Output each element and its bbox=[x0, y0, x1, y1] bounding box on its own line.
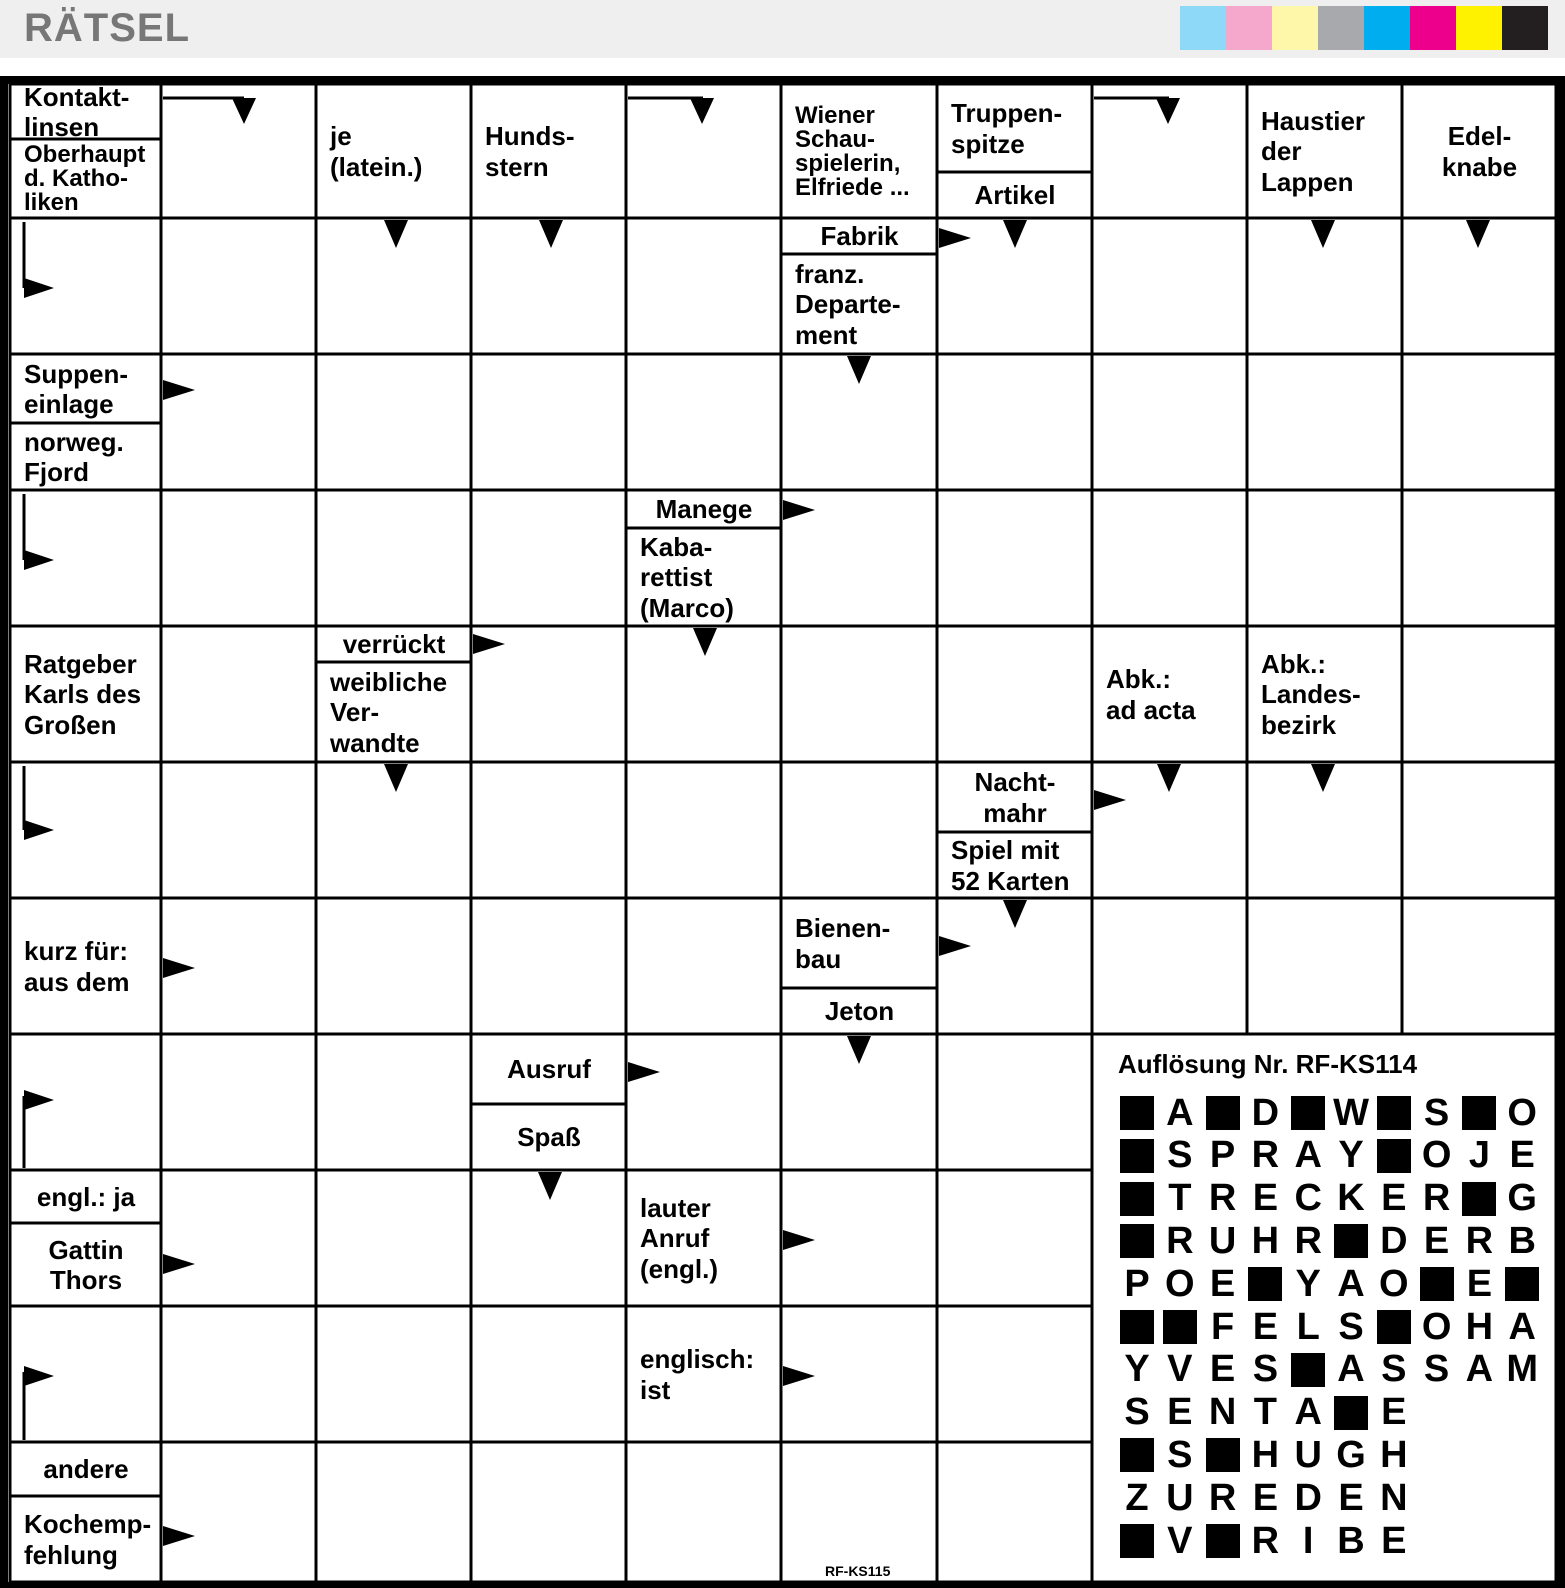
clue-text: Edel- bbox=[1447, 121, 1512, 152]
solution-letter: G bbox=[1507, 1177, 1537, 1220]
clue-kontaktlinsen bbox=[12, 86, 160, 138]
clue-text: Thors bbox=[49, 1265, 123, 1295]
clue-landesbezirk bbox=[1249, 628, 1401, 761]
solution-letter: N bbox=[1208, 1391, 1237, 1434]
clue-verwandte bbox=[318, 664, 470, 761]
clue-text: ad acta bbox=[1106, 694, 1196, 725]
solution-black-square bbox=[1460, 1094, 1498, 1132]
solution-letter: H bbox=[1251, 1219, 1280, 1262]
clue-text: ist bbox=[640, 1374, 671, 1405]
arrow-down-icon bbox=[1156, 98, 1180, 124]
arrow-down-icon bbox=[1157, 764, 1181, 792]
solution-letter: J bbox=[1468, 1134, 1490, 1177]
solution-letter: I bbox=[1302, 1519, 1314, 1562]
solution-black-square bbox=[1118, 1308, 1156, 1346]
solution-row bbox=[1118, 1134, 1538, 1177]
solution-letter: R bbox=[1422, 1177, 1451, 1220]
solution-letter: E bbox=[1423, 1219, 1450, 1262]
clue-text: weibliche bbox=[330, 667, 448, 698]
solution-letter: A bbox=[1294, 1134, 1322, 1177]
clue-text: wandte bbox=[330, 727, 420, 758]
solution-letter: D bbox=[1251, 1091, 1280, 1134]
arrow-right-icon bbox=[939, 228, 971, 248]
solution-black-square bbox=[1204, 1436, 1242, 1474]
arrow-down-icon bbox=[1003, 900, 1027, 928]
clue-text: (latein.) bbox=[330, 151, 423, 182]
solution-letter: H bbox=[1380, 1433, 1408, 1476]
arrow-down-icon bbox=[847, 356, 871, 384]
clue-adacta bbox=[1094, 628, 1246, 761]
solution-letter: O bbox=[1165, 1262, 1195, 1305]
solution-black-square bbox=[1118, 1180, 1156, 1218]
clue-suppeneinlage bbox=[12, 356, 160, 422]
color-swatch bbox=[1226, 6, 1272, 50]
solution-letter: A bbox=[1337, 1262, 1365, 1305]
clue-text: Hunds- bbox=[485, 121, 575, 152]
solution-letter: P bbox=[1124, 1262, 1150, 1305]
arrow-right-icon bbox=[163, 380, 195, 400]
solution-letter: Y bbox=[1295, 1262, 1321, 1305]
clue-text: Abk.: bbox=[1106, 664, 1171, 695]
clue-text: englisch: bbox=[640, 1344, 755, 1375]
clue-gattin bbox=[12, 1225, 160, 1305]
clue-text: fehlung bbox=[24, 1539, 118, 1570]
arrow-down-icon bbox=[384, 764, 408, 792]
clue-text: Kaba- bbox=[640, 532, 713, 563]
solution-letter: A bbox=[1294, 1391, 1322, 1434]
clue-verrueckt bbox=[318, 628, 470, 661]
solution-letter: E bbox=[1509, 1134, 1535, 1177]
solution-letter: M bbox=[1506, 1348, 1539, 1391]
solution-letter: N bbox=[1380, 1476, 1408, 1519]
solution-black-square bbox=[1118, 1137, 1156, 1175]
clue-nachtmahr bbox=[939, 764, 1091, 831]
solution-black-square bbox=[1375, 1094, 1413, 1132]
solution-row bbox=[1118, 1177, 1538, 1220]
clue-text: engl.: ja bbox=[36, 1181, 136, 1212]
solution-row bbox=[1118, 1519, 1538, 1562]
solution-letter: B bbox=[1337, 1519, 1365, 1562]
clue-text: Elfriede ... bbox=[795, 173, 910, 201]
arrow-right-icon bbox=[24, 820, 54, 840]
solution-black-square bbox=[1118, 1522, 1156, 1560]
clue-text: norweg. bbox=[24, 426, 124, 457]
solution-row bbox=[1118, 1091, 1538, 1134]
clue-text: andere bbox=[43, 1454, 129, 1485]
arrow-right-icon bbox=[783, 1366, 815, 1386]
arrow-down-icon bbox=[539, 220, 563, 248]
clue-fjord bbox=[12, 425, 160, 489]
arrow-down-icon bbox=[690, 98, 714, 124]
solution-letter: S bbox=[1252, 1348, 1279, 1391]
clue-hundsstern bbox=[473, 86, 625, 217]
arrow-right-icon bbox=[24, 278, 54, 298]
arrow-down-icon bbox=[1466, 220, 1490, 248]
clue-text: Spiel mit bbox=[951, 835, 1060, 866]
solution-black-square bbox=[1204, 1094, 1242, 1132]
solution-letter: Z bbox=[1125, 1476, 1149, 1519]
solution-letter: H bbox=[1251, 1433, 1280, 1476]
solution-letter: T bbox=[1168, 1177, 1192, 1220]
solution-row bbox=[1118, 1476, 1538, 1519]
clue-haustier bbox=[1249, 86, 1401, 217]
solution-letter: S bbox=[1338, 1305, 1364, 1348]
clue-text: Ratgeber bbox=[24, 649, 137, 680]
solution-letter: O bbox=[1379, 1262, 1409, 1305]
clue-text: Fabrik bbox=[820, 221, 899, 252]
solution-black-square bbox=[1332, 1394, 1370, 1432]
header-bar bbox=[0, 0, 1565, 58]
solution-letter: D bbox=[1294, 1476, 1322, 1519]
clue-text: Fjord bbox=[24, 457, 89, 487]
solution-letter: H bbox=[1465, 1305, 1494, 1348]
arrow-down-icon bbox=[1003, 220, 1027, 248]
color-swatch bbox=[1180, 6, 1226, 50]
solution-letter: E bbox=[1338, 1476, 1364, 1519]
clue-text: Großen bbox=[24, 709, 117, 740]
clue-text: bau bbox=[795, 943, 842, 974]
solution-letter: V bbox=[1167, 1519, 1193, 1562]
solution-black-square bbox=[1161, 1308, 1199, 1346]
solution-black-square bbox=[1289, 1094, 1327, 1132]
solution-black-square bbox=[1332, 1222, 1370, 1260]
solution-row bbox=[1118, 1262, 1538, 1305]
solution-letter: E bbox=[1466, 1262, 1493, 1305]
solution-letter: T bbox=[1253, 1391, 1277, 1434]
solution-letter: F bbox=[1210, 1305, 1235, 1348]
clue-je bbox=[318, 86, 470, 217]
solution-letter: Y bbox=[1338, 1134, 1364, 1177]
clue-anruf bbox=[628, 1172, 780, 1305]
arrow-right-icon bbox=[939, 936, 971, 956]
clue-text: Anruf bbox=[640, 1223, 710, 1254]
arrow-right-icon bbox=[1094, 790, 1126, 810]
clue-text: Lappen bbox=[1261, 166, 1354, 197]
solution-letter: R bbox=[1166, 1219, 1194, 1262]
solution-black-square bbox=[1204, 1522, 1242, 1560]
arrow-right-icon bbox=[783, 1230, 815, 1250]
clue-text: ment bbox=[795, 319, 858, 350]
solution-letter: O bbox=[1421, 1134, 1452, 1177]
clue-andere bbox=[12, 1444, 160, 1495]
solution-letter: R bbox=[1251, 1134, 1280, 1177]
solution-letter: A bbox=[1337, 1348, 1365, 1391]
solution-letter: E bbox=[1252, 1305, 1279, 1348]
clue-text: (Marco) bbox=[640, 592, 734, 623]
arrow-down-icon bbox=[1311, 220, 1335, 248]
solution-letter: C bbox=[1294, 1177, 1322, 1220]
solution-letter: E bbox=[1209, 1348, 1236, 1391]
clue-text: einlage bbox=[24, 389, 114, 419]
clue-text: knabe bbox=[1441, 151, 1518, 182]
clue-text: Landes- bbox=[1261, 679, 1361, 710]
clue-text: Truppen- bbox=[951, 98, 1063, 129]
arrow-right-icon bbox=[628, 1062, 660, 1082]
color-swatch bbox=[1272, 6, 1318, 50]
color-swatch bbox=[1502, 6, 1548, 50]
clue-oberhaupt bbox=[12, 141, 160, 217]
solution-letter: S bbox=[1423, 1348, 1450, 1391]
puzzle-code: RF-KS115 bbox=[825, 1563, 891, 1579]
page-title: RÄTSEL bbox=[24, 6, 190, 50]
clue-text: 52 Karten bbox=[951, 865, 1070, 896]
solution-letter: O bbox=[1421, 1305, 1452, 1348]
clue-text: Departe- bbox=[795, 289, 901, 320]
color-swatch bbox=[1364, 6, 1410, 50]
solution-letter: E bbox=[1167, 1391, 1193, 1434]
arrow-right-icon bbox=[473, 634, 505, 654]
clue-text: kurz für: bbox=[24, 936, 128, 967]
clue-text: mahr bbox=[983, 797, 1047, 828]
clue-text: Abk.: bbox=[1261, 649, 1326, 680]
clue-text: lauter bbox=[640, 1193, 711, 1224]
clue-text: Gattin bbox=[48, 1234, 124, 1265]
solution-letter: V bbox=[1167, 1348, 1193, 1391]
solution-letter: W bbox=[1333, 1091, 1369, 1134]
clue-text: Spaß bbox=[517, 1122, 581, 1153]
arrow-right-icon bbox=[24, 1090, 54, 1110]
clue-kochempfehlung bbox=[12, 1498, 160, 1581]
clue-spass bbox=[473, 1106, 625, 1169]
clue-text: Suppen- bbox=[24, 358, 128, 389]
clue-bienenbau bbox=[783, 900, 936, 987]
clue-text: Haustier bbox=[1261, 106, 1366, 137]
solution-letter: U bbox=[1208, 1219, 1237, 1262]
arrow-right-icon bbox=[163, 1526, 195, 1546]
clue-departement bbox=[783, 256, 936, 353]
clue-text: spielerin, bbox=[795, 149, 901, 177]
clue-text: Bienen- bbox=[795, 913, 891, 944]
clue-text: verrückt bbox=[342, 629, 446, 660]
solution-letter: O bbox=[1507, 1091, 1537, 1134]
clue-englja bbox=[12, 1172, 160, 1222]
solution-letter: B bbox=[1508, 1219, 1536, 1262]
solution-row bbox=[1118, 1348, 1539, 1391]
clue-text: Oberhaupt bbox=[24, 141, 146, 168]
solution-letter: E bbox=[1252, 1476, 1279, 1519]
solution-black-square bbox=[1418, 1265, 1456, 1303]
clue-text: rettist bbox=[640, 562, 713, 593]
color-swatch bbox=[1318, 6, 1364, 50]
solution-letter: A bbox=[1465, 1348, 1494, 1391]
solution-letter: U bbox=[1166, 1476, 1194, 1519]
clue-text: franz. bbox=[795, 259, 865, 290]
clue-text: Ausruf bbox=[507, 1054, 591, 1085]
solution-black-square bbox=[1460, 1180, 1498, 1218]
solution-letter: S bbox=[1381, 1348, 1407, 1391]
solution-letter: E bbox=[1252, 1177, 1279, 1220]
solution-row bbox=[1118, 1219, 1538, 1262]
clue-kurzfuer bbox=[12, 900, 160, 1033]
clue-spiel bbox=[939, 834, 1091, 897]
solution-black-square bbox=[1246, 1265, 1284, 1303]
solution-letter: D bbox=[1380, 1219, 1408, 1262]
clue-text: stern bbox=[485, 151, 549, 182]
clue-englist bbox=[628, 1308, 780, 1441]
clue-text: je bbox=[330, 121, 352, 152]
solution-letter: R bbox=[1251, 1519, 1280, 1562]
clue-text: Manege bbox=[655, 494, 753, 525]
clue-text: der bbox=[1261, 136, 1302, 167]
arrow-down-icon bbox=[538, 1172, 562, 1200]
solution-black-square bbox=[1118, 1436, 1156, 1474]
arrow-down-icon bbox=[693, 628, 717, 656]
arrow-down-icon bbox=[384, 220, 408, 248]
clue-text: Karls des bbox=[24, 679, 142, 710]
solution-letter: R bbox=[1465, 1219, 1494, 1262]
solution-black-square bbox=[1118, 1094, 1156, 1132]
clue-text: Wiener bbox=[795, 101, 875, 129]
clue-text: Kochemp- bbox=[24, 1509, 152, 1540]
solution-letter: S bbox=[1423, 1091, 1450, 1134]
solution-letter: Y bbox=[1124, 1348, 1150, 1391]
solution-letter: A bbox=[1508, 1305, 1536, 1348]
solution-title: Auflösung Nr. RF-KS114 bbox=[1118, 1049, 1418, 1079]
solution-letter: E bbox=[1381, 1391, 1407, 1434]
arrow-right-icon bbox=[163, 958, 195, 978]
arrow-right-icon bbox=[24, 550, 54, 570]
clue-text: bezirk bbox=[1261, 709, 1337, 740]
solution-letter: R bbox=[1208, 1476, 1237, 1519]
clue-manege bbox=[628, 492, 780, 527]
solution-black-square bbox=[1503, 1265, 1541, 1303]
solution-letter: G bbox=[1336, 1433, 1366, 1476]
solution-row bbox=[1118, 1391, 1538, 1434]
color-swatch bbox=[1456, 6, 1502, 50]
arrow-right-icon bbox=[783, 500, 815, 520]
clue-text: liken bbox=[24, 189, 79, 216]
color-swatch bbox=[1410, 6, 1456, 50]
clue-truppenspitze bbox=[939, 86, 1091, 171]
solution-letter: S bbox=[1124, 1391, 1150, 1434]
clue-wiener bbox=[783, 86, 936, 217]
solution-black-square bbox=[1118, 1222, 1156, 1260]
clue-edelknabe bbox=[1404, 86, 1555, 217]
clue-jeton bbox=[783, 990, 936, 1033]
arrow-down-icon bbox=[847, 1036, 871, 1064]
solution-letter: L bbox=[1296, 1305, 1320, 1348]
clue-text: aus dem bbox=[24, 966, 130, 997]
clue-artikel bbox=[939, 174, 1091, 217]
arrow-right-icon bbox=[163, 1254, 195, 1274]
clue-fabrik bbox=[783, 220, 936, 253]
clue-text: Kontakt- bbox=[24, 86, 130, 112]
solution-letter: E bbox=[1381, 1519, 1407, 1562]
solution-letter: E bbox=[1381, 1177, 1407, 1220]
clue-ausruf bbox=[473, 1036, 625, 1103]
solution-letter: R bbox=[1294, 1219, 1322, 1262]
solution-letter: P bbox=[1209, 1134, 1236, 1177]
solution-letter: S bbox=[1167, 1134, 1193, 1177]
arrow-down-icon bbox=[232, 98, 256, 124]
solution-letter: E bbox=[1209, 1262, 1236, 1305]
solution-letter: U bbox=[1294, 1433, 1322, 1476]
arrow-down-icon bbox=[1311, 764, 1335, 792]
arrow-right-icon bbox=[24, 1366, 54, 1386]
clue-text: Nacht- bbox=[974, 767, 1056, 798]
clue-text: Artikel bbox=[974, 180, 1056, 211]
clue-text: Schau- bbox=[795, 125, 876, 153]
clue-text: linsen bbox=[24, 112, 100, 138]
solution-black-square bbox=[1375, 1137, 1413, 1175]
solution-black-square bbox=[1289, 1351, 1327, 1389]
clue-kabarettist bbox=[628, 530, 780, 625]
clue-text: (engl.) bbox=[640, 1253, 718, 1284]
solution-row bbox=[1118, 1305, 1538, 1348]
solution-letter: R bbox=[1208, 1177, 1237, 1220]
color-calibration-bar bbox=[1180, 6, 1548, 50]
clue-ratgeber bbox=[12, 628, 160, 761]
clue-text: spitze bbox=[951, 128, 1025, 159]
clue-text: d. Katho- bbox=[24, 165, 128, 192]
solution-row bbox=[1118, 1433, 1538, 1476]
clue-text: Jeton bbox=[824, 996, 895, 1027]
solution-black-square bbox=[1375, 1308, 1413, 1346]
solution-letter: K bbox=[1337, 1177, 1365, 1220]
solution-letter: A bbox=[1166, 1091, 1194, 1134]
solution-letter: S bbox=[1167, 1433, 1193, 1476]
clue-text: Ver- bbox=[330, 697, 380, 728]
